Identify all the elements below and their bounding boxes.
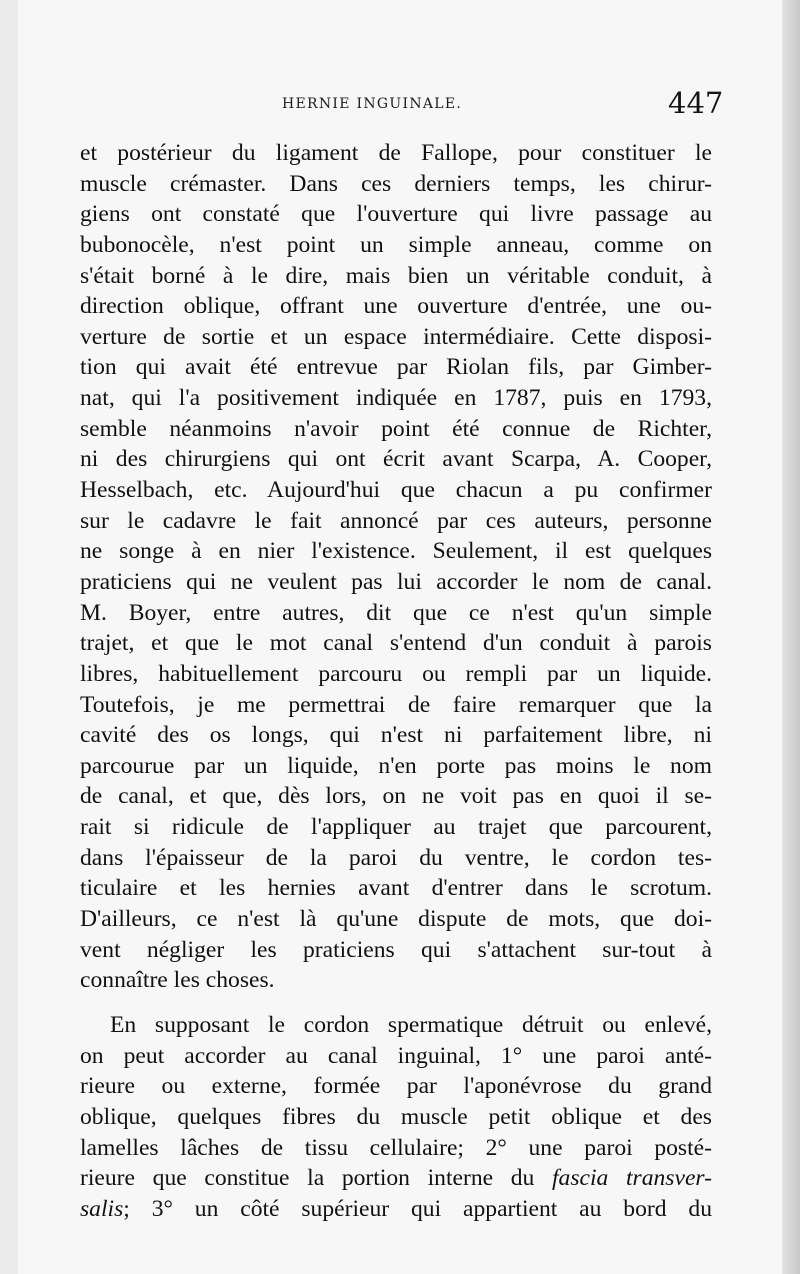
text-line: de canal, et que, dès lors, on ne voit pas en quoi il se- [80,783,712,810]
text-run: rieure que constitue la portion interne du [80,1165,552,1192]
text-line: nat, qui l'a positivement indiquée en 1787, puis en 1793, [80,385,712,412]
body-text [80,138,712,1224]
text-line: parcourue par un liquide, n'en porte pas moins le nom [80,752,712,779]
text-line: ticulaire et les hernies avant d'entrer dans le scrotum. [80,875,712,902]
running-head: HERNIE INGUINALE. [282,96,463,112]
italic-term: salis [80,1195,124,1222]
text-line: libres, habituellement parcouru ou rempli par un liquide. [80,660,712,687]
text-line: giens ont constaté que l'ouverture qui livre passage au [80,201,712,228]
text-line: dans l'épaisseur de la paroi du ventre, le cordon tes- [80,844,712,871]
text-line: connaître les choses. [80,967,275,994]
text-line: et postérieur du ligament de Fallope, pour constituer le [80,140,712,166]
text-line: vent négliger les praticiens qui s'attachent sur-tout à [80,936,712,963]
text-line: rait si ridicule de l'appliquer au trajet que parcourent, [80,814,712,841]
text-line: on peut accorder au canal inguinal, 1° une paroi anté- [80,1042,712,1069]
text-line: lamelles lâches de tissu cellulaire; 2° une paroi posté- [80,1134,712,1161]
text-line-mixed [80,1194,712,1225]
paragraph-2 [80,1010,712,1224]
text-line: ne songe à en nier l'existence. Seulement, il est quelques [80,538,712,565]
text-line: M. Boyer, entre autres, dit que ce n'est qu'un simple [80,599,712,626]
page-edge-shadow [782,0,800,1274]
text-line: En supposant le cordon spermatique détruit ou enlevé, [110,1011,712,1038]
text-line: sur le cadavre le fait annoncé par ces auteurs, personne [80,507,712,534]
page-number: 447 [668,86,724,120]
text-line: semble néanmoins n'avoir point été connue de Richter, [80,415,712,442]
italic-term: fascia transver- [551,1165,712,1192]
text-line: praticiens qui ne veulent pas lui accorder le nom de canal. [80,568,712,595]
text-line-mixed [80,1163,712,1194]
text-run: ; 3° un côté supérieur qui appartient au bord du [123,1195,712,1222]
text-line: ni des chirurgiens qui ont écrit avant Scarpa, A. Cooper, [80,446,712,473]
text-line: rieure ou externe, formée par l'aponévrose du grand [80,1073,712,1100]
text-line: D'ailleurs, ce n'est là qu'une dispute de mots, que doi- [80,906,712,933]
paragraph-gap [80,996,712,1010]
text-line: tion qui avait été entrevue par Riolan fils, par Gimber- [80,354,712,381]
text-line: muscle crémaster. Dans ces derniers temps, les chirur- [80,170,712,197]
paragraph-1 [80,138,712,996]
text-line: Toutefois, je me permettrai de faire remarquer que la [80,691,712,718]
text-line: cavité des os longs, qui n'est ni parfaitement libre, ni [80,722,712,749]
text-line: direction oblique, offrant une ouverture d'entrée, une ou- [80,293,712,320]
text-line: trajet, et que le mot canal s'entend d'un conduit à parois [80,630,712,657]
text-line: Hesselbach, etc. Aujourd'hui que chacun a pu confirmer [80,477,712,504]
text-line: verture de sortie et un espace intermédiaire. Cette disposi- [80,323,712,350]
text-line: bubonocèle, n'est point un simple anneau, comme on [80,231,712,258]
text-line: oblique, quelques fibres du muscle petit oblique et des [80,1103,712,1130]
text-line: s'était borné à le dire, mais bien un véritable conduit, à [80,262,712,289]
